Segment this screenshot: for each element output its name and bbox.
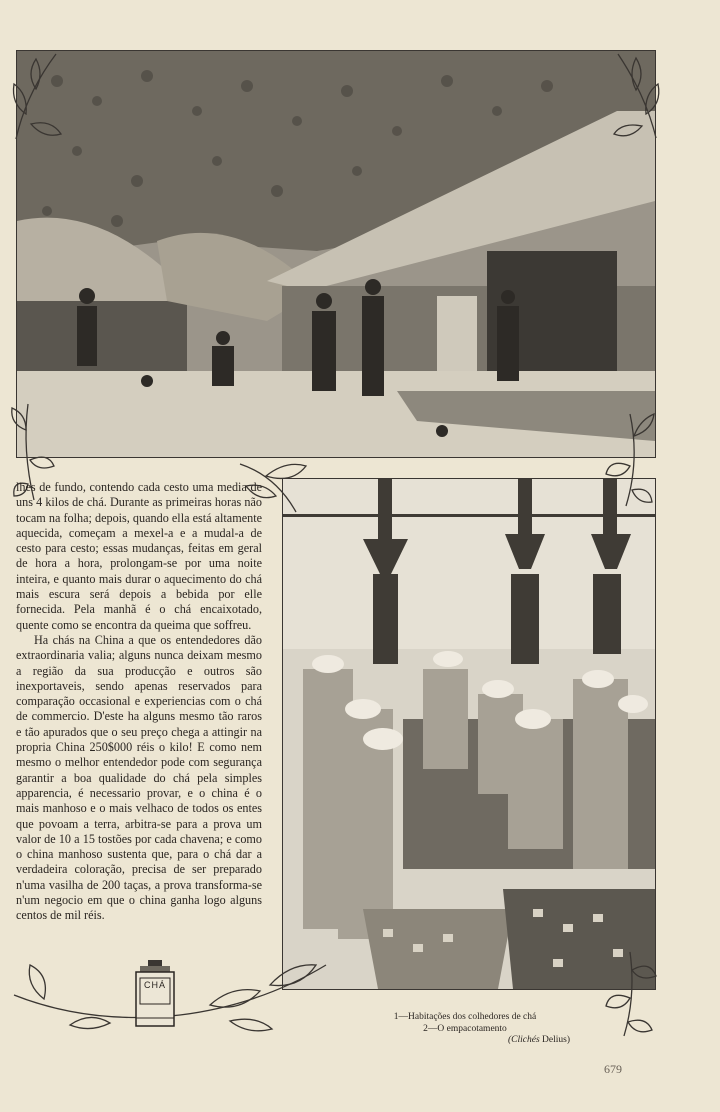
photo-tea-pickers-dwellings — [16, 50, 656, 458]
credit-name: Delius) — [542, 1035, 570, 1045]
page-number: 679 — [604, 1062, 622, 1076]
leaf-ornament-top-left — [6, 44, 66, 144]
article-body — [16, 480, 262, 924]
leaf-ornament-bottom-right — [600, 950, 662, 1040]
photo-captions — [360, 1012, 570, 1047]
credit-italic: Clichés — [511, 1035, 540, 1045]
article-paragraph-2: Ha chás na China a que os entendedores dão extraordinaria valia; alguns nunca deixam mesmo a região da sua producção e outros são inexportaveis, sendo apenas reservados para comparação occasional e experiencias com o chá de commercio. D'este ha alguns mesmo tão raros e tão apurados que o seu preço chega a attingir na propria China 250$000 réis o kilo! E como nem mesmo o melhor entendedor pode com segurança garantir a boa qualidade do chá pela simples apparencia, é necessario provar, e o china é o mais manhoso e o mais velhaco de todos os entes que povoam a terra, arbitra-se para a prova um valor de 10 a 15 tostões por cada chavena; e como o china manhoso sustenta que, para o chá dar a verdadeira coloração, precisa de ser preparado n'uma vasilha de 200 taças, a prova transforma-se n'um negocio em que o china ganha logo alguns centos de mil réis. — [16, 632, 262, 923]
photo-credit — [360, 1035, 570, 1047]
tea-canister-illustration — [130, 958, 180, 1028]
caption-1: 1—Habitações dos colhedores de chá — [393, 1012, 537, 1022]
tea-canister-label: CHÁ — [143, 980, 166, 990]
credit-prefix: ( — [507, 1035, 512, 1045]
photo-tea-packing — [282, 478, 656, 990]
leaf-ornament-mid-right — [600, 410, 660, 510]
caption-2: 2—O empacotamento — [423, 1023, 507, 1034]
article-paragraph-1: lhes de fundo, contendo cada cesto uma media de uns 4 kilos de chá. Durante as primeiras horas não tocam na folha; depois, quando ella está altamente aquecida, começam a mexel-a e a mudal-a de cesto para cesto; essas mudanças, feitas em geral de hora a hora, prolongam-se por uma noite inteira, e quanto mais durar o aquecimento do chá mais escura será depois a bebida por elle fornecida. Pela manhã é o chá encaixotado, quente como se encontra da queima que soffreu. — [16, 480, 262, 632]
leaf-ornament-top-right — [610, 46, 666, 142]
